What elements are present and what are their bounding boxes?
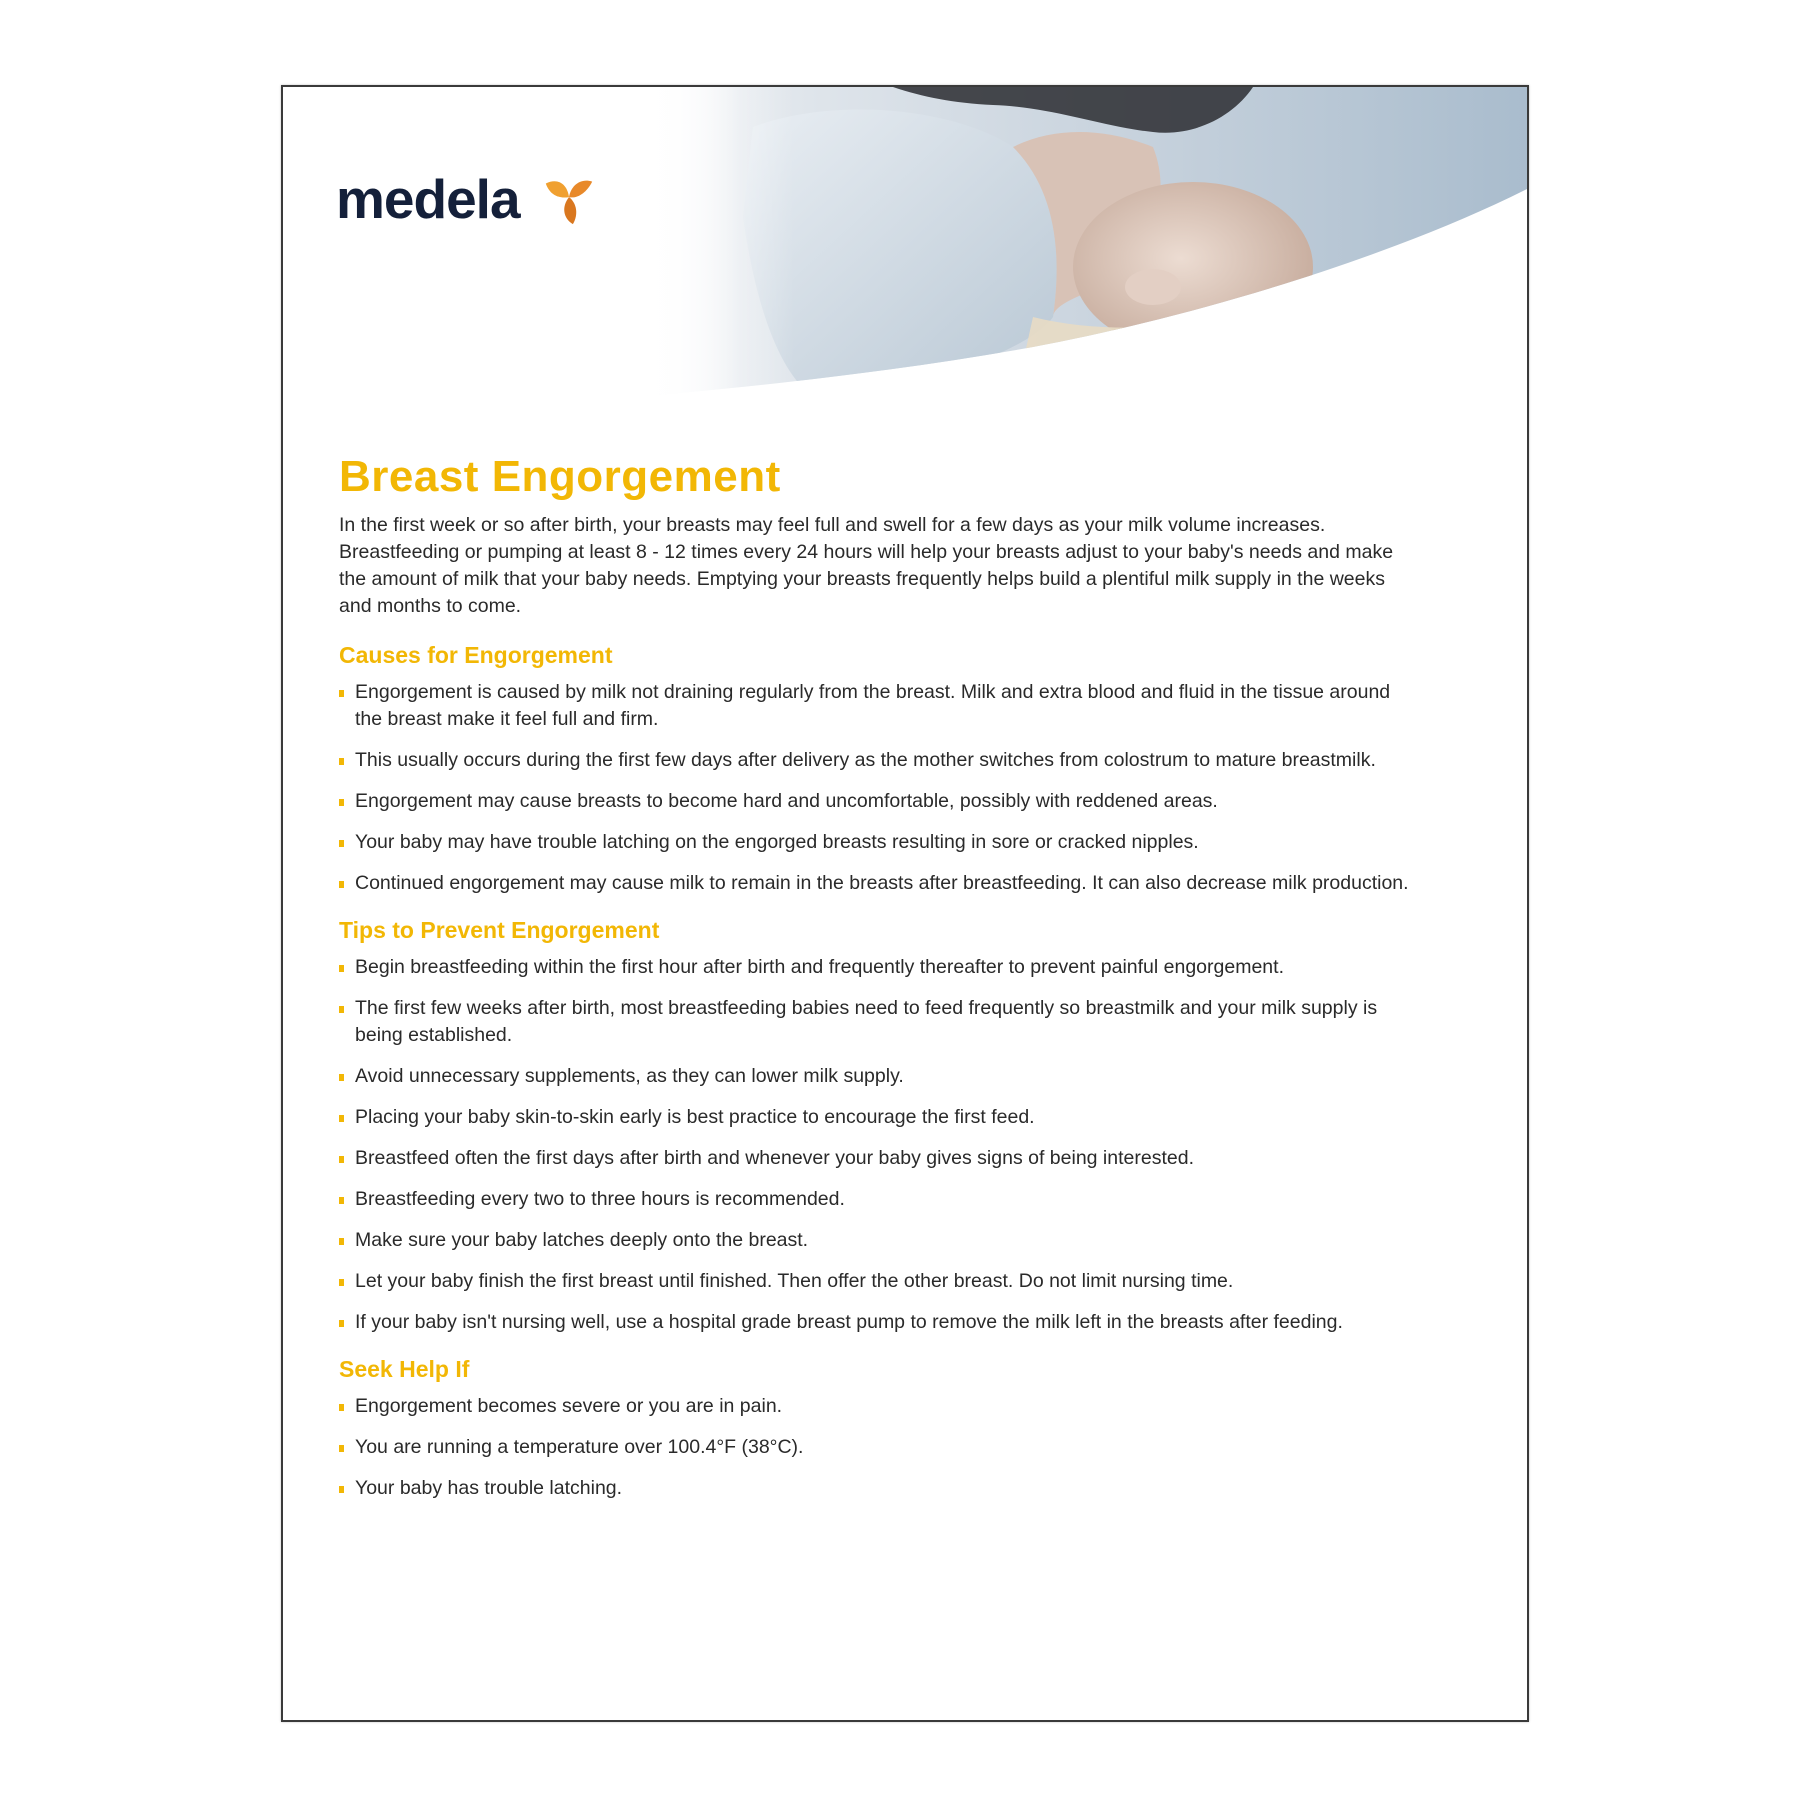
bullet-marker — [339, 881, 344, 888]
bullet-marker — [339, 1404, 344, 1411]
list-item: Let your baby finish the first breast until finished. Then offer the other breast. Do not limit nursing time. — [339, 1268, 1414, 1295]
list-item: Your baby may have trouble latching on the engorged breasts resulting in sore or cracked nipples. — [339, 829, 1414, 856]
medela-logo — [336, 167, 598, 231]
bullet-marker — [339, 1115, 344, 1122]
bullet-marker — [339, 1006, 344, 1013]
section-heading-causes: Causes for Engorgement — [339, 642, 613, 668]
list-item: Continued engorgement may cause milk to remain in the breasts after breastfeeding. It can also decrease milk production. — [339, 870, 1414, 897]
document-body — [339, 452, 1414, 1522]
list-item: Engorgement becomes severe or you are in pain. — [339, 1393, 1414, 1420]
hero-photo-mother-nursing-baby — [633, 87, 1529, 407]
bullet-marker — [339, 1156, 344, 1163]
causes-list — [339, 679, 1414, 897]
bullet-marker — [339, 1074, 344, 1081]
section-heading-seek-help: Seek Help If — [339, 1356, 470, 1382]
medela-flower-icon — [540, 170, 598, 228]
list-item: Begin breastfeeding within the first hour after birth and frequently thereafter to prevent painful engorgement. — [339, 954, 1414, 981]
bullet-marker — [339, 1279, 344, 1286]
list-item: This usually occurs during the first few days after delivery as the mother switches from colostrum to mature breastmilk. — [339, 747, 1414, 774]
bullet-marker — [339, 1486, 344, 1493]
bullet-marker — [339, 1197, 344, 1204]
bullet-marker — [339, 758, 344, 765]
document-page — [281, 85, 1529, 1722]
list-item: If your baby isn't nursing well, use a hospital grade breast pump to remove the milk left in the breasts after feeding. — [339, 1309, 1414, 1336]
list-item: Breastfeed often the first days after birth and whenever your baby gives signs of being interested. — [339, 1145, 1414, 1172]
bullet-marker — [339, 690, 344, 697]
list-item: The first few weeks after birth, most breastfeeding babies need to feed frequently so breastmilk and your milk supply is being established. — [339, 995, 1414, 1049]
intro-paragraph: In the first week or so after birth, your breasts may feel full and swell for a few days as your milk volume increases. Breastfeeding or pumping at least 8 - 12 times every 24 hours will help your breasts adjust to your baby's needs and make the amount of milk that your baby needs. Emptying your breasts frequently helps build a plentiful milk supply in the weeks and months to come. — [339, 514, 1394, 617]
list-item: Engorgement is caused by milk not draining regularly from the breast. Milk and extra blood and fluid in the tissue around the breast make it feel full and firm. — [339, 679, 1414, 733]
bullet-marker — [339, 1238, 344, 1245]
seek-help-list — [339, 1393, 1414, 1502]
bullet-marker — [339, 1445, 344, 1452]
list-item: Engorgement may cause breasts to become hard and uncomfortable, possibly with reddened areas. — [339, 788, 1414, 815]
section-heading-prevent: Tips to Prevent Engorgement — [339, 917, 660, 943]
list-item: You are running a temperature over 100.4°F (38°C). — [339, 1434, 1414, 1461]
list-item: Your baby has trouble latching. — [339, 1475, 1414, 1502]
page-title: Breast Engorgement — [339, 452, 781, 501]
bullet-marker — [339, 799, 344, 806]
prevention-tips-list — [339, 954, 1414, 1336]
bullet-marker — [339, 1320, 344, 1327]
bullet-marker — [339, 965, 344, 972]
list-item: Breastfeeding every two to three hours is recommended. — [339, 1186, 1414, 1213]
list-item: Avoid unnecessary supplements, as they can lower milk supply. — [339, 1063, 1414, 1090]
bullet-marker — [339, 840, 344, 847]
list-item: Placing your baby skin-to-skin early is best practice to encourage the first feed. — [339, 1104, 1414, 1131]
list-item: Make sure your baby latches deeply onto the breast. — [339, 1227, 1414, 1254]
logo-wordmark: medela — [336, 168, 520, 230]
